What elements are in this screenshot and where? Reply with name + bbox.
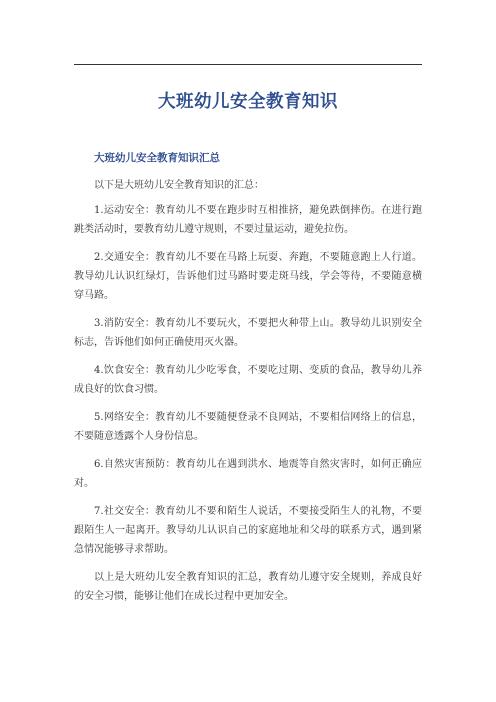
conclusion-paragraph: 以上是大班幼儿安全教育知识的汇总，教育幼儿遵守安全规则，养成良好的安全习惯，能够让他们在成长过程中更加安全。 <box>74 572 422 602</box>
document-title: 大班幼儿安全教育知识 <box>158 92 338 112</box>
item-paragraph-3: 3.消防安全：教育幼儿不要玩火，不要把火种带上山。教导幼儿识别安全标志，告诉他们如何正确使用灭火器。 <box>74 318 422 348</box>
item-paragraph-7: 7.社交安全：教育幼儿不要和陌生人说话，不要接受陌生人的礼物，不要跟陌生人一起离开。教导幼儿认识自己的家庭地址和父母的联系方式，遇到紧急情况能够寻求帮助。 <box>74 506 422 555</box>
item-paragraph-6: 6.自然灾害预防：教育幼儿在遇到洪水、地震等自然灾害时，如何正确应对。 <box>74 459 422 489</box>
item-paragraph-5: 5.网络安全：教育幼儿不要随便登录不良网站，不要相信网络上的信息，不要随意透露个人身份信息。 <box>74 412 422 442</box>
item-paragraph-2: 2.交通安全：教育幼儿不要在马路上玩耍、奔跑，不要随意跑上人行道。教导幼儿认识红绿灯，告诉他们过马路时要走斑马线，学会等待，不要随意横穿马路。 <box>74 252 422 301</box>
item-paragraph-4: 4.饮食安全：教育幼儿少吃零食，不要吃过期、变质的食品，教导幼儿养成良好的饮食习惯。 <box>74 365 422 395</box>
section-subtitle: 大班幼儿安全教育知识汇总 <box>94 152 220 164</box>
item-paragraph-1: 1.运动安全：教育幼儿不要在跑步时互相推挤，避免跌倒摔伤。在进行跑跳类活动时，要教育幼儿遵守规则，不要过量运动，避免拉伤。 <box>74 205 422 235</box>
header-rule <box>74 64 422 65</box>
intro-paragraph: 以下是大班幼儿安全教育知识的汇总： <box>94 180 264 191</box>
document-body <box>74 150 422 615</box>
